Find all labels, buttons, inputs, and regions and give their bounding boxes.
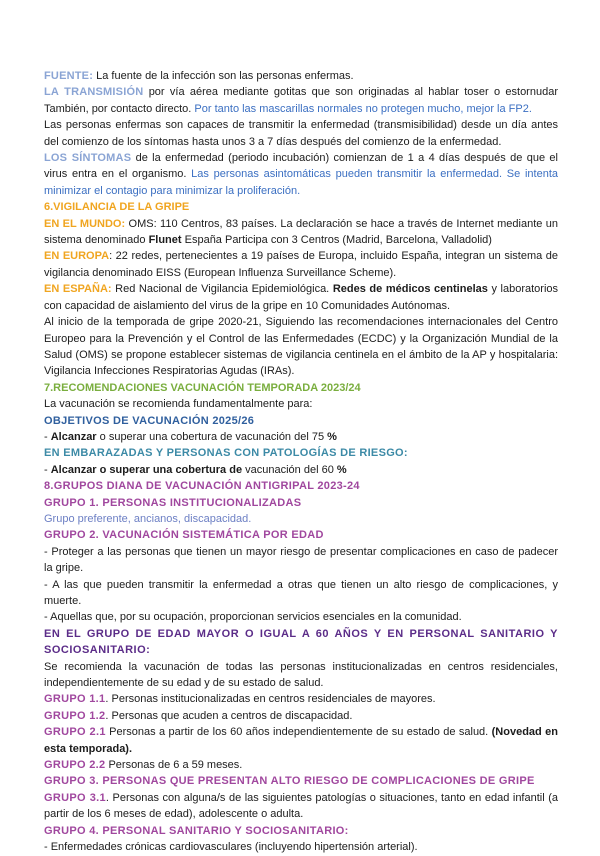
sintomas-paragraph (44, 150, 558, 199)
transmision-label: LA TRANSMISIÓN (44, 86, 144, 99)
grupo-3-1-text: . Personas con alguna/s de las siguientes patologías o situaciones, tanto en edad infantil (a partir de los 6 meses de edad), adolescente o adulta. (44, 791, 559, 821)
espana-label: EN ESPAÑA: (44, 283, 112, 296)
grupo-2-1-text: Personas a partir de los 60 años independientemente de su estado de salud. (105, 726, 492, 739)
objetivos-heading: OBJETIVOS DE VACUNACIÓN 2025/26 (44, 414, 255, 427)
espana-bold: Redes de médicos centinelas (332, 283, 488, 296)
grupo-2-item: - A las que pueden transmitir la enfermedad a otras que tienen un alto riesgo de complicaciones, y muerte. (44, 578, 558, 607)
mundo-text-2: España Participa con 3 Centros (Madrid, Barcelona, Valladolid) (181, 234, 492, 247)
grupo-1-1-text: . Personas institucionalizadas en centros residenciales de mayores. (105, 693, 436, 706)
sintomas-note: Las personas asintomáticas pueden transmitir la enfermedad. Se intenta minimizar el contagio para minimizar la proliferación. (44, 168, 558, 197)
espana-text-2: y laboratorios con capacidad de aislamiento del virus de la gripe en 10 Comunidades Autónomas. (44, 283, 559, 312)
europa-paragraph (44, 248, 558, 281)
grupo-2-1-label: GRUPO 2.1 (44, 726, 106, 739)
transmision-paragraph (44, 84, 558, 117)
mundo-flunet: Flunet (148, 234, 182, 247)
mundo-paragraph (44, 216, 558, 249)
fuente-label: FUENTE: (44, 70, 94, 82)
alcanzar-60-pct: % (336, 463, 347, 476)
alcanzar-75-bold: Alcanzar (50, 430, 97, 443)
espana-paragraph (44, 281, 558, 314)
grupo-2-item: - Proteger a las personas que tienen un mayor riesgo de presentar complicaciones en caso de padecer la gripe. (44, 545, 558, 575)
europa-text: : 22 redes, pertenecientes a 19 países de Europa, incluido España, integran un sistema de vigilancia denominado EISS (European Influenza Surveillance Scheme). (44, 250, 558, 279)
europa-label: EN EUROPA (44, 250, 110, 263)
grupo-2-heading: GRUPO 2. VACUNACIÓN SISTEMÁTICA POR EDAD (44, 529, 324, 542)
recomienda-paragraph: Se recomienda la vacunación de todas las personas institucionalizadas en centros residenciales, independientemente de su edad y de su estado de salud. (44, 660, 558, 690)
grupo-2-1-novedad: (Novedad en esta temporada). (44, 726, 559, 755)
grupo-3-1 (44, 790, 558, 823)
grupo-1-2 (44, 708, 558, 724)
grupo-3-1-label: GRUPO 3.1 (44, 791, 106, 804)
alcanzar-60-bold: Alcanzar o superar una cobertura de (50, 463, 243, 476)
grupo-4-heading: GRUPO 4. PERSONAL SANITARIO Y SOCIOSANITARIO: (44, 824, 349, 837)
grupo-1-2-text: . Personas que acuden a centros de discapacidad. (105, 709, 353, 722)
grupo-1-1 (44, 691, 558, 707)
grupo-2-1 (44, 724, 558, 757)
grupo-1-1-label: GRUPO 1.1 (44, 693, 106, 706)
grupo-2-2-label: GRUPO 2.2 (44, 759, 106, 772)
section-8-heading: 8.GRUPOS DIANA DE VACUNACIÓN ANTIGRIPAL 2023-24 (44, 480, 360, 493)
grupo-2-item: - Aquellas que, por su ocupación, proporcionan servicios esenciales en la comunidad. (44, 611, 462, 624)
mayor-60-heading: EN EL GRUPO DE EDAD MAYOR O IGUAL A 60 AÑOS Y EN PERSONAL SANITARIO Y SOCIOSANITARIO: (44, 627, 558, 657)
grupo-3-heading: GRUPO 3. PERSONAS QUE PRESENTAN ALTO RIESGO DE COMPLICACIONES DE GRIPE (44, 775, 535, 788)
section-7-intro: La vacunación se recomienda fundamentalmente para: (44, 398, 313, 411)
mundo-text-1: OMS: 110 Centros, 83 países. La declaración se hace a través de Internet mediante un sistema denominado (44, 217, 558, 247)
espana-text-1: Red Nacional de Vigilancia Epidemiológica. (111, 283, 333, 296)
grupo-2-2-text: Personas de 6 a 59 meses. (105, 759, 243, 772)
embarazadas-heading: EN EMBARAZADAS Y PERSONAS CON PATOLOGÍAS DE RIESGO: (44, 447, 408, 460)
sintomas-text: de la enfermedad (periodo incubación) comienzan de 1 a 4 días después de que el virus entra en el organismo. (44, 152, 558, 181)
alcanzar-75-text: o superar una cobertura de vacunación del 75 (96, 430, 328, 443)
alcanzar-75: - Alcanzar o superar una cobertura de vacunación del 75 % (44, 430, 337, 443)
alcanzar-60-text: vacunación del 60 (242, 463, 337, 476)
mundo-label: EN EL MUNDO: (44, 217, 126, 230)
fuente-text: La fuente de la infección son las personas enfermas. (93, 70, 354, 82)
sintomas-label: LOS SÍNTOMAS (44, 152, 132, 165)
alcanzar-75-pct: % (327, 430, 337, 443)
temporada-paragraph: Al inicio de la temporada de gripe 2020-21, Siguiendo las recomendaciones internacionales del Centro Europeo para la Prevención y el Control de las Enfermedades (ECDC) y la Organización Mundial de la Salud (OMS) se propone establecer sistemas de vigilancia centinela en el ámbito de la AP y hospitalaria: Vigilancia Infecciones Respiratorias Agudas (IRAs). (44, 316, 558, 378)
fuente-paragraph (44, 68, 558, 84)
section-6-heading: 6.VIGILANCIA DE LA GRIPE (44, 201, 190, 214)
grupo-1-2-label: GRUPO 1.2 (44, 709, 106, 722)
grupo-2-2 (44, 757, 558, 773)
grupo-1-subtitle: Grupo preferente, ancianos, discapacidad. (44, 512, 252, 525)
section-7-heading: 7.RECOMENDACIONES VACUNACIÓN TEMPORADA 2023/24 (44, 381, 361, 394)
transmision-note: Por tanto las mascarillas normales no protegen mucho, mejor la FP2. (194, 102, 532, 115)
transmision-text: por vía aérea mediante gotitas que son originadas al hablar toser o estornudar También, por contacto directo. (44, 86, 558, 115)
document-page (44, 68, 558, 856)
grupo-4-item: - Enfermedades crónicas cardiovasculares (incluyendo hipertensión arterial). (44, 841, 418, 854)
contagio-paragraph: Las personas enfermas son capaces de transmitir la enfermedad (transmisibilidad) desde un día antes del comienzo de los síntomas hasta unos 3 a 7 días después del comienzo de la enfermedad. (44, 119, 558, 148)
alcanzar-60: - Alcanzar o superar una cobertura de vacunación del 60 % (44, 463, 347, 476)
grupo-1-heading: GRUPO 1. PERSONAS INSTITUCIONALIZADAS (44, 496, 302, 509)
